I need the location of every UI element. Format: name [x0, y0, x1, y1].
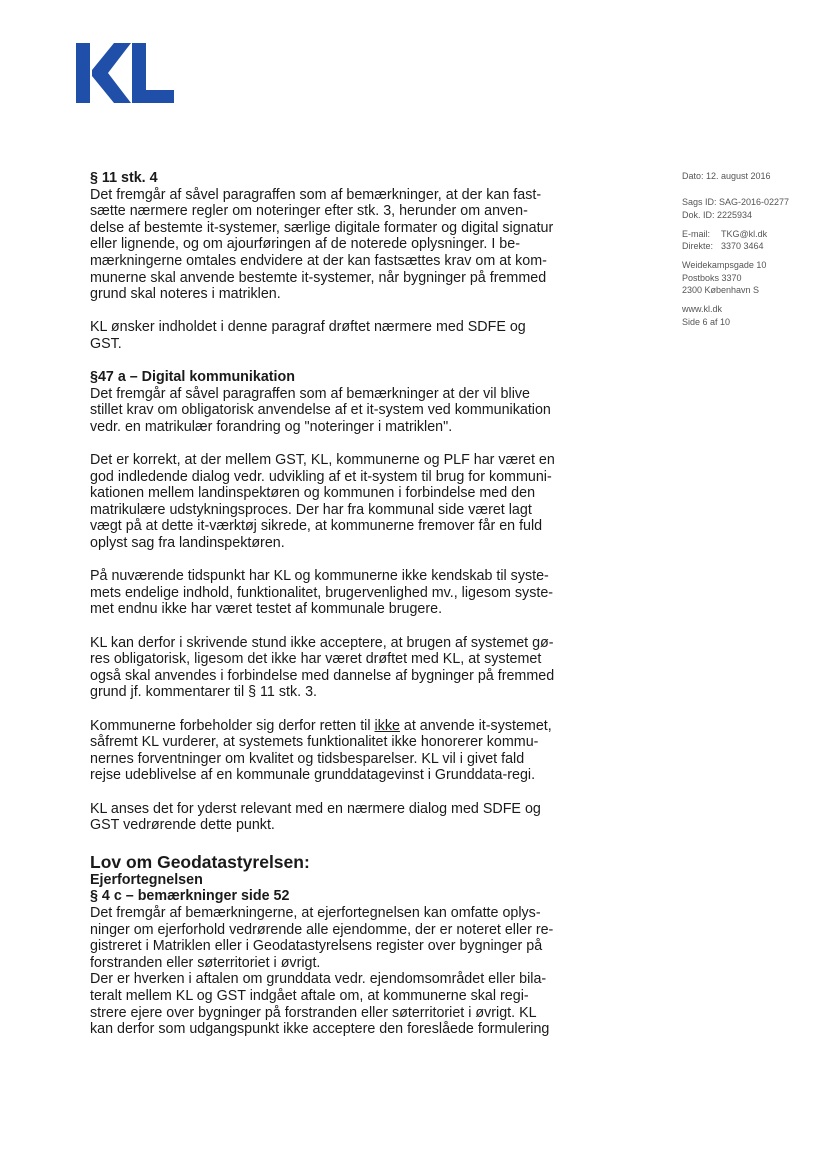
- direct-phone-label: Direkte:: [682, 241, 714, 252]
- address-line: 2300 København S: [682, 285, 760, 296]
- email-label: E-mail:: [682, 228, 711, 239]
- kl-logo: [76, 43, 174, 103]
- direct-phone: 3370 3464: [721, 241, 764, 252]
- document-id: Dok. ID: 2225934: [682, 209, 753, 220]
- paragraph: På nuværende tidspunkt har KL og kommunerne ikke kendskab til syste- mets endelige indhold, funktionalitet, brugervenlighed mv., ligesom syste- met endnu ikke har været testet af kommunale brugere.: [90, 568, 554, 618]
- section-heading: § 4 c – bemærkninger side 52: [90, 888, 290, 905]
- paragraph: KL kan derfor i skrivende stund ikke acceptere, at brugen af systemet gø- res obligatorisk, ligesom det ikke har været drøftet med KL, at systemet også skal anvendes i forbindelse med dannelse af bygninger på fremmed grund jf. kommentarer til § 11 stk. 3.: [90, 634, 555, 701]
- paragraph: Det fremgår af såvel paragraffen som af bemærkninger, at der kan fast- sætte nærmere regler om noteringer efter stk. 3, herunder om anven- delse af bestemte it-systemer, særlige digitale formater og digital signatur eller lignende, og om ajourføringen af de noterede oplysninger. I be- mærkningerne omtales endvidere at der kan fastsættes krav om at kom- munerne skal anvende bestemte it-systemer, når bygninger på fremmed grund skal noteres i matriklen.: [90, 186, 554, 303]
- website-link[interactable]: www.kl.dk: [682, 304, 723, 315]
- sub-heading: Ejerfortegnelsen: [90, 871, 203, 888]
- paragraph: [90, 718, 575, 784]
- letter-body: [90, 170, 575, 1038]
- page-number: Side 6 af 10: [682, 316, 731, 327]
- chapter-heading: Lov om Geodatastyrelsen:: [90, 851, 310, 872]
- paragraph: KL ønsker indholdet i denne paragraf drøftet nærmere med SDFE og GST.: [90, 319, 526, 352]
- text-run: Kommunerne forbeholder sig derfor retten til: [90, 717, 375, 734]
- text-run: at anvende it-systemet, såfremt KL vurderer, at systemets funktionalitet ikke honorerer kommu- nernes forventninger om kvalitet og tidsbesparelser. KL vil i givet fald rejse udeblivelse af en kommunale grunddatagevinst i Grunddata-regi.: [90, 717, 552, 784]
- paragraph: Det fremgår af såvel paragraffen som af bemærkninger at der vil blive stillet krav om obligatorisk anvendelse af et it-system ved kommunikation vedr. en matrikulær forandring og "noteringer i matriklen".: [90, 385, 551, 435]
- section-heading: § 11 stk. 4: [90, 170, 158, 186]
- date-text: Dato: 12. august 2016: [682, 171, 771, 181]
- section-heading: §47 a – Digital kommunikation: [90, 369, 295, 386]
- email-address[interactable]: TKG@kl.dk: [721, 228, 768, 239]
- address-line: Postboks 3370: [682, 272, 742, 283]
- paragraph: Det er korrekt, at der mellem GST, KL, kommunerne og PLF har været en god indledende dialog vedr. udvikling af et it-system til brug for kommuni- kationen mellem landinspektøren og kommunen i forbindelse med den matrikulære udstykningsproces. Der har fra kommunal side været lagt vægt på at dette it-værktøj sikrede, at kommunerne fremover får en fuld oplyst sag fra landinspektøren.: [90, 452, 555, 552]
- paragraph: Der er hverken i aftalen om grunddata vedr. ejendomsområdet eller bila- teralt mellem KL og GST indgået aftale om, at kommunerne skal regi- strere ejere over bygninger på forstranden eller søterritoriet i øvrigt. KL kan derfor som udgangspunkt ikke acceptere den foreslåede formulering: [90, 971, 550, 1038]
- case-id: Sags ID: SAG-2016-02277: [682, 197, 790, 208]
- paragraph: KL anses det for yderst relevant med en nærmere dialog med SDFE og GST vedrørende dette punkt.: [90, 800, 541, 834]
- address-line: Weidekampsgade 10: [682, 260, 767, 271]
- paragraph: Det fremgår af bemærkningerne, at ejerfortegnelsen kan omfatte oplys- ninger om ejerforhold vedrørende alle ejendomme, der er noteret eller re- gistreret i Matriklen eller i Geodatastyrelsens register over bygninger på forstranden eller søterritoriet i øvrigt.: [90, 904, 554, 971]
- underlined-word: ikke: [374, 717, 400, 734]
- letter-metadata: [682, 170, 812, 335]
